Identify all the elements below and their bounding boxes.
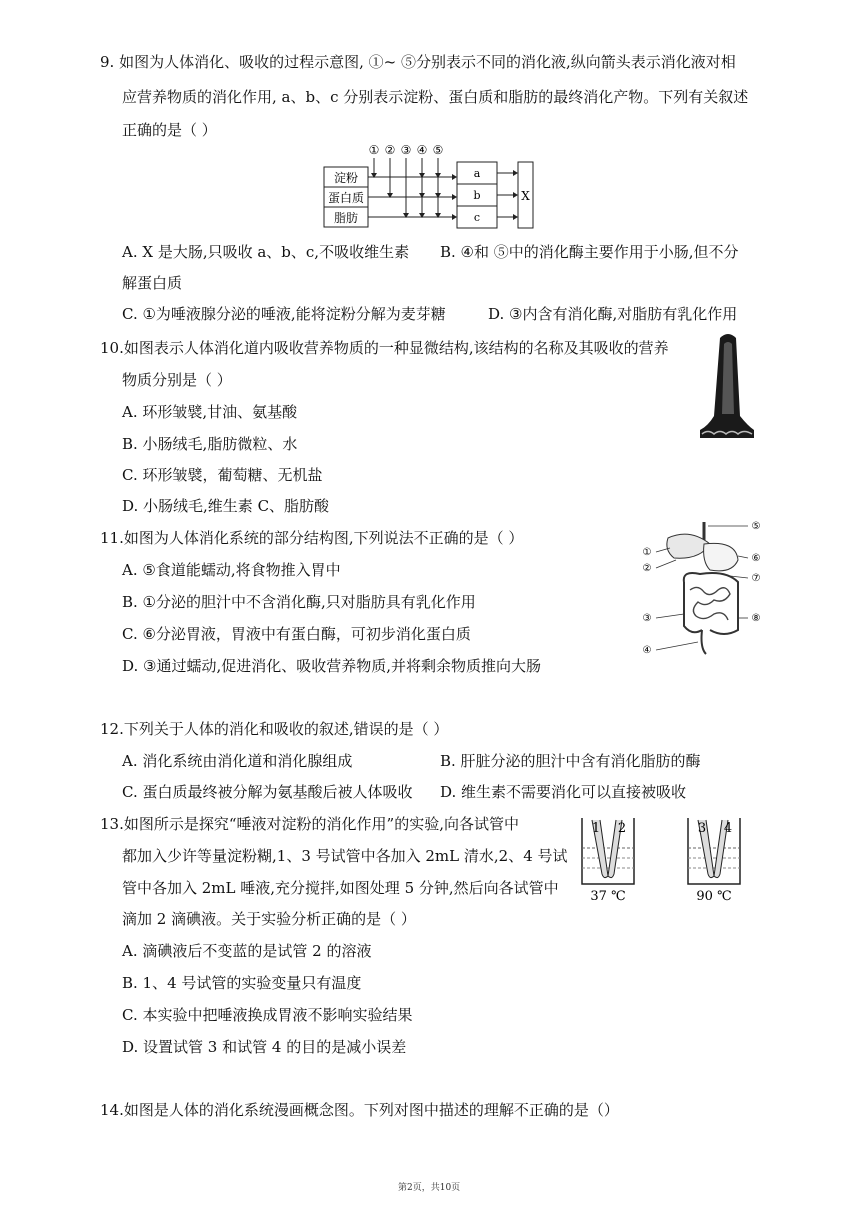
q9-option-d[interactable]: D. ③内含有消化酶,对脂肪有乳化作用	[488, 305, 738, 323]
tube-label-4: 4	[723, 821, 733, 836]
q10-option-a[interactable]: A. 环形皱襞,甘油、氨基酸	[122, 403, 298, 421]
diagram-label-3: ③	[400, 143, 412, 157]
q12-option-a[interactable]: A. 消化系统由消化道和消化腺组成	[122, 752, 353, 770]
q13-option-b[interactable]: B. 1、4 号试管的实验变量只有温度	[122, 974, 362, 992]
q9-stem-line2: 应营养物质的消化作用, a、b、c 分别表示淀粉、蛋白质和脂肪的最终消化产物。下列有关叙述	[122, 88, 749, 106]
q11-option-a[interactable]: A. ⑤食道能蠕动,将食物推入胃中	[122, 561, 341, 579]
organ-label-8: ⑧	[751, 613, 761, 624]
q13-stem-line3: 管中各加入 2mL 唾液,充分搅拌,如图处理 5 分钟,然后向各试管中	[122, 879, 559, 897]
product-c: c	[473, 211, 481, 224]
q9-stem-line1: 9. 如图为人体消化、吸收的过程示意图, ①~ ⑤分别表示不同的消化液,纵向箭头表示消化液对相	[100, 53, 736, 71]
q13-option-a[interactable]: A. 滴碘液后不变蓝的是试管 2 的溶液	[122, 942, 372, 960]
q13-stem-line4: 滴加 2 滴碘液。关于实验分析正确的是（ ）	[122, 910, 416, 928]
row-protein: 蛋白质	[327, 191, 365, 205]
q9-option-a[interactable]: A. X 是大肠,只吸收 a、b、c,不吸收维生素	[122, 243, 410, 261]
q14-stem: 14.如图是人体的消化系统漫画概念图。下列对图中描述的理解不正确的是（）	[100, 1101, 619, 1119]
organ-label-4: ④	[642, 645, 652, 656]
q11-option-b[interactable]: B. ①分泌的胆汁中不含消化酶,只对脂肪具有乳化作用	[122, 593, 476, 611]
page-footer: 第2页，共10页	[398, 1183, 461, 1193]
row-fat: 脂肪	[333, 211, 359, 225]
q13-option-c[interactable]: C. 本实验中把唾液换成胃液不影响实验结果	[122, 1006, 413, 1024]
tube-label-1: 1	[591, 821, 601, 836]
q12-option-d[interactable]: D. 维生素不需要消化可以直接被吸收	[440, 783, 687, 801]
product-b: b	[473, 189, 481, 202]
diagram-label-4: ④	[416, 143, 428, 157]
q9-option-b[interactable]: B. ④和 ⑤中的消化酶主要作用于小肠,但不分	[440, 243, 739, 261]
diagram-label-5: ⑤	[432, 143, 444, 157]
diagram-label-1: ①	[368, 143, 380, 157]
q9-option-c[interactable]: C. ①为唾液腺分泌的唾液,能将淀粉分解为麦芽糖	[122, 305, 446, 323]
organ-label-5: ⑤	[751, 521, 761, 532]
q11-stem: 11.如图为人体消化系统的部分结构图,下列说法不正确的是（ ）	[100, 529, 524, 547]
temperature-37: 37 ℃	[590, 889, 626, 904]
q10-stem-line1: 10.如图表示人体消化道内吸收营养物质的一种显微结构,该结构的名称及其吸收的营养	[100, 339, 669, 357]
organ-label-1: ①	[642, 547, 652, 558]
temperature-90: 90 ℃	[696, 889, 732, 904]
row-starch: 淀粉	[333, 171, 359, 185]
q10-option-b[interactable]: B. 小肠绒毛,脂肪微粒、水	[122, 435, 298, 453]
q9-stem-line3: 正确的是（ ）	[122, 121, 217, 139]
digestive-system-illustration	[640, 518, 765, 663]
organ-label-6: ⑥	[751, 553, 761, 564]
x-label: X	[521, 189, 530, 203]
diagram-label-2: ②	[384, 143, 396, 157]
q11-option-d[interactable]: D. ③通过蠕动,促进消化、吸收营养物质,并将剩余物质推向大肠	[122, 657, 542, 675]
organ-label-2: ②	[642, 563, 652, 574]
digestion-flow-diagram	[320, 140, 535, 230]
q9-option-b-continued: 解蛋白质	[122, 274, 183, 292]
q11-option-c[interactable]: C. ⑥分泌胃液，胃液中有蛋白酶，可初步消化蛋白质	[122, 625, 471, 643]
tube-label-2: 2	[617, 821, 627, 836]
tube-label-3: 3	[697, 821, 707, 836]
q10-option-c[interactable]: C. 环形皱襞，葡萄糖、无机盐	[122, 466, 323, 484]
q13-stem-line2: 都加入少许等量淀粉糊,1、3 号试管中各加入 2mL 清水,2、4 号试	[122, 847, 568, 865]
organ-label-3: ③	[642, 613, 652, 624]
villus-illustration	[698, 330, 756, 442]
test-tube-experiment	[570, 812, 750, 906]
q10-option-d[interactable]: D. 小肠绒毛,维生素 C、脂肪酸	[122, 497, 330, 515]
q10-stem-line2: 物质分别是（ ）	[122, 371, 232, 389]
q13-option-d[interactable]: D. 设置试管 3 和试管 4 的目的是减小误差	[122, 1038, 407, 1056]
organ-label-7: ⑦	[751, 573, 761, 584]
q12-stem: 12.下列关于人体的消化和吸收的叙述,错误的是（ ）	[100, 720, 449, 738]
q12-option-c[interactable]: C. 蛋白质最终被分解为氨基酸后被人体吸收	[122, 783, 413, 801]
product-a: a	[473, 167, 481, 180]
q12-option-b[interactable]: B. 肝脏分泌的胆汁中含有消化脂肪的酶	[440, 752, 701, 770]
q13-stem-line1: 13.如图所示是探究“唾液对淀粉的消化作用”的实验,向各试管中	[100, 815, 519, 833]
